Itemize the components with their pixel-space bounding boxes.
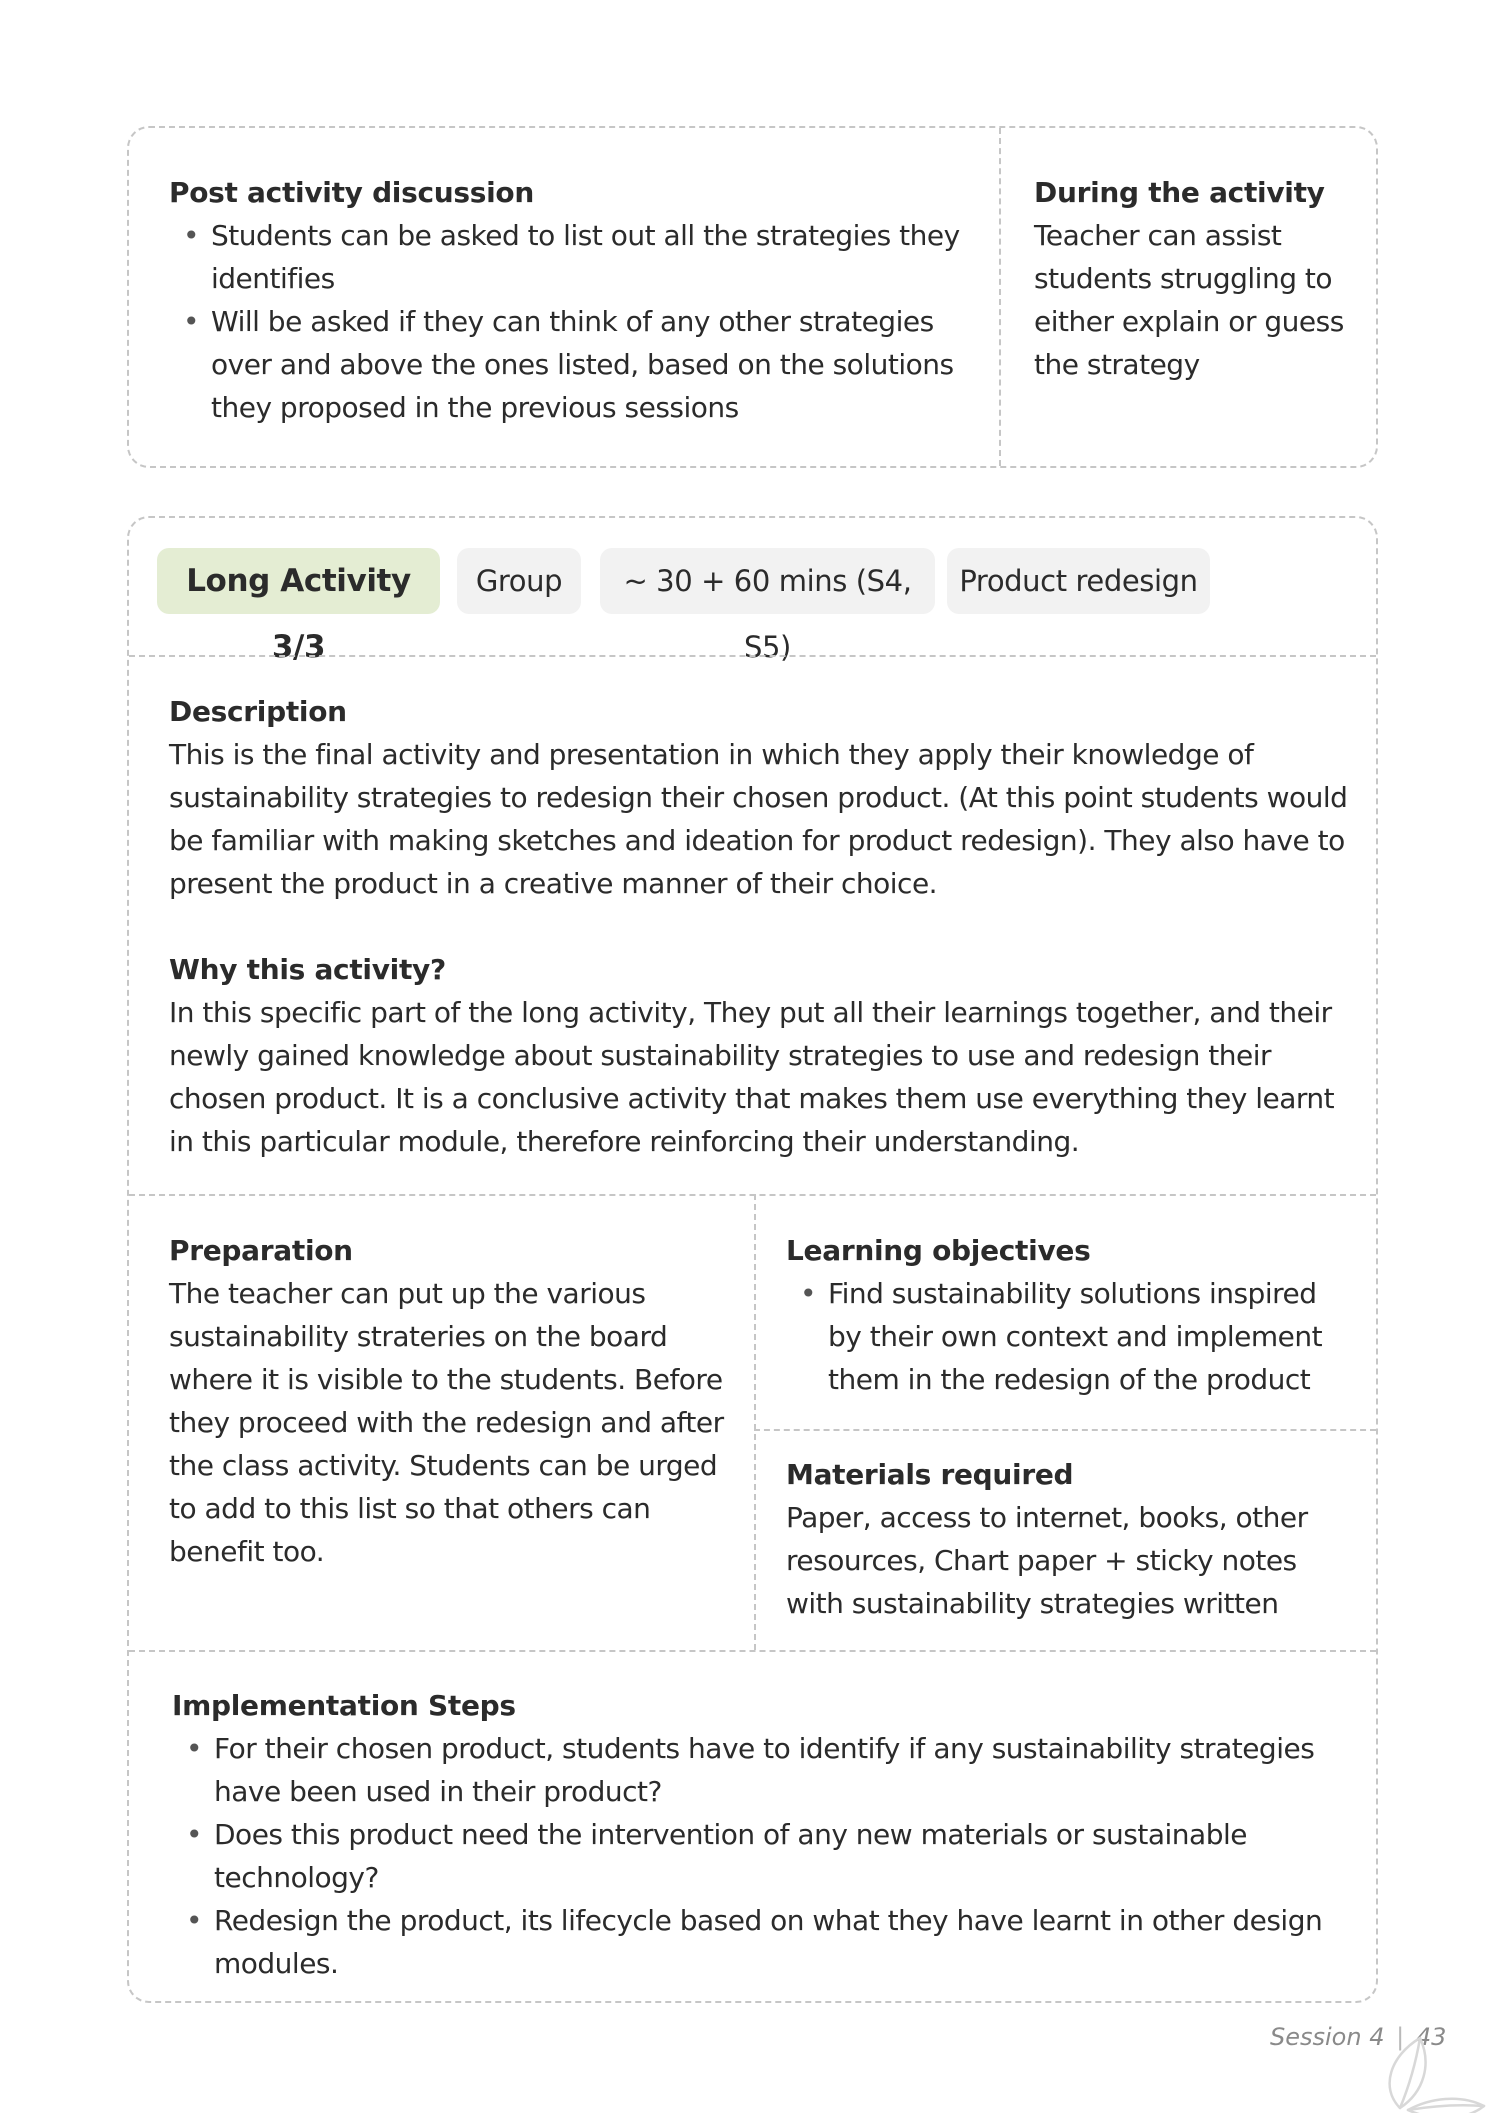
during-after-activity-box (127, 126, 1378, 468)
post-activity-list (169, 214, 969, 429)
materials-text: Paper, access to internet, books, other resources, Chart paper + sticky notes with sustainability strategies written (786, 1501, 1308, 1620)
group-type-tag: Group (457, 548, 581, 614)
session-label: Session 4 (1270, 2023, 1385, 2051)
preparation-heading: Preparation (169, 1234, 353, 1267)
implementation-section (172, 1684, 1352, 1985)
preparation-text: The teacher can put up the various sustainability strateries on the board where it is visible to the students. Before they proceed with the redesign and after the class activity. Students can be urged to add to this list so that others can benefit too. (169, 1277, 724, 1568)
column-divider (999, 128, 1001, 466)
column-divider (754, 1194, 756, 1650)
learning-objectives-heading: Learning objectives (786, 1234, 1091, 1267)
duration-tag: ~ 30 + 60 mins (S4, S5) (600, 548, 935, 614)
list-item: • Find sustainability solutions inspired by their own context and implement them in the redesign of the product (786, 1272, 1356, 1401)
divider (754, 1429, 1376, 1431)
activity-title-tag: Long Activity 3/3 (157, 548, 440, 614)
why-text: In this specific part of the long activity, They put all their learnings together, and their newly gained knowledge about sustainability strategies to use and redesign their chosen product. It is a conclusive activity that makes them use everything they learnt in this particular module, therefore reinforcing their understanding. (169, 996, 1335, 1158)
preparation-section (169, 1229, 729, 1573)
list-item: • Does this product need the intervention of any new materials or sustainable technology? (172, 1813, 1352, 1899)
learning-objectives-section (786, 1229, 1356, 1401)
description-section (169, 690, 1349, 905)
divider (129, 655, 1376, 657)
leaf-icon (1372, 2018, 1490, 2113)
implementation-heading: Implementation Steps (172, 1689, 516, 1722)
divider (129, 1194, 1376, 1196)
topic-tag: Product redesign (947, 548, 1210, 614)
divider (129, 1650, 1376, 1652)
implementation-list (172, 1727, 1352, 1985)
learning-objectives-list (786, 1272, 1356, 1401)
during-activity-heading: During the activity (1034, 176, 1325, 209)
activity-card (127, 516, 1378, 2003)
description-text: This is the final activity and presentation in which they apply their knowledge of sustainability strategies to redesign their chosen product. (At this point students would be familiar with making sketches and ideation for product redesign). They also have to present the product in a creative manner of their choice. (169, 738, 1348, 900)
post-activity-section (169, 171, 969, 429)
why-heading: Why this activity? (169, 953, 446, 986)
post-activity-heading: Post activity discussion (169, 176, 535, 209)
list-item: • For their chosen product, students have to identify if any sustainability strategies have been used in their product? (172, 1727, 1352, 1813)
list-item: • Students can be asked to list out all the strategies they identifies (169, 214, 969, 300)
why-section (169, 948, 1349, 1163)
footer-separator: | (1396, 2023, 1405, 2051)
description-heading: Description (169, 695, 347, 728)
list-item: • Redesign the product, its lifecycle based on what they have learnt in other design modules. (172, 1899, 1352, 1985)
list-item: • Will be asked if they can think of any other strategies over and above the ones listed, based on the solutions they proposed in the previous sessions (169, 300, 969, 429)
materials-section (786, 1453, 1351, 1625)
during-activity-section (1034, 171, 1364, 386)
during-activity-text: Teacher can assist students struggling to either explain or guess the strategy (1034, 219, 1344, 381)
page-number: 43 (1415, 2023, 1447, 2051)
materials-heading: Materials required (786, 1458, 1074, 1491)
